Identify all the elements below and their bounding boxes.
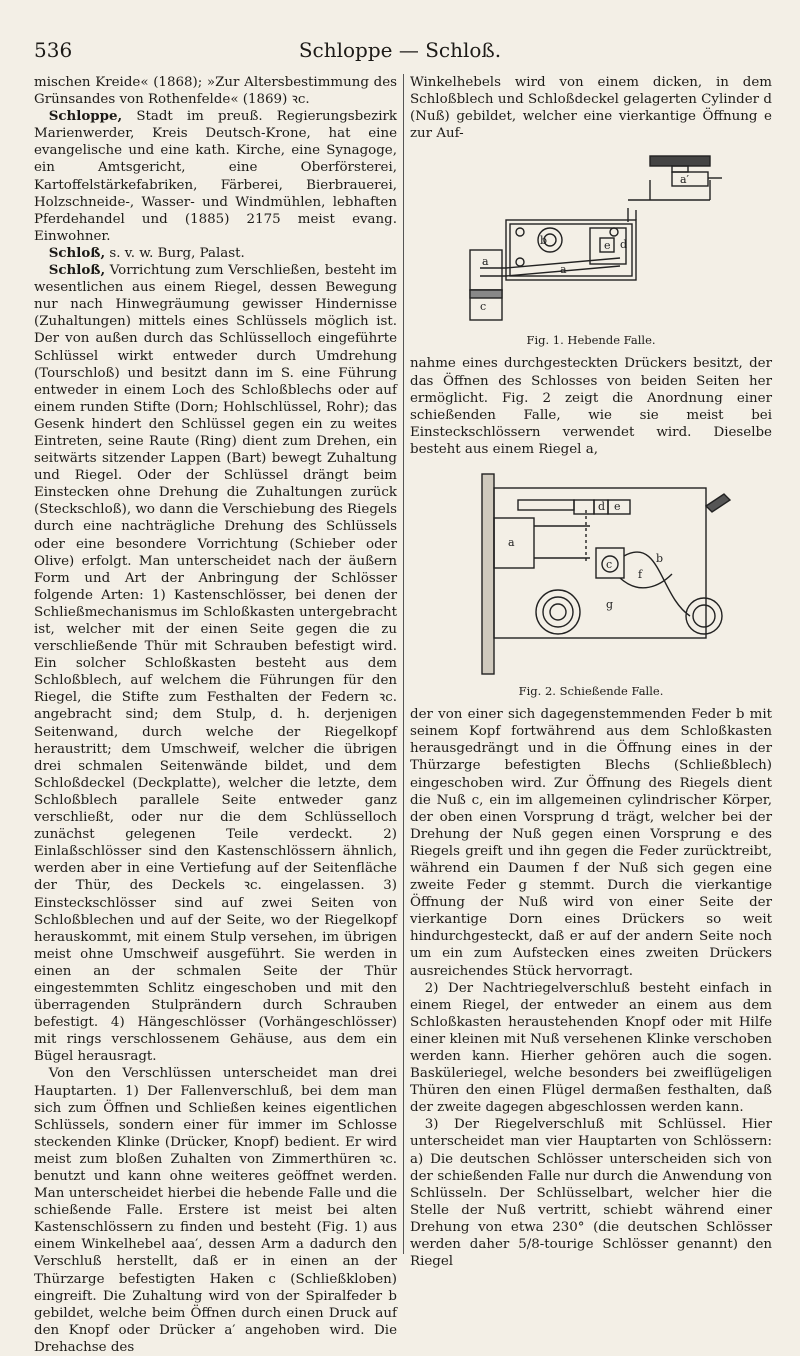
- figure-1-drawing: [410, 150, 772, 330]
- fig2-label: c: [606, 558, 613, 572]
- entry-headword: Schloß,: [48, 244, 106, 261]
- paragraph-riegelverschluss: 3) Der Riegelverschluß mit Schlüssel. Hier unterscheidet man vier Hauptarten von Schlössern: a) Die deutschen Schlösser unterscheiden sich von der schießenden Falle nur durch die Anwendung von Schlüsseln. Der Schlüsselbart, welcher hier die Stelle der Nuß vertritt, schiebt während einer Drehung von etwa 230° (die deutschen Schlösser werden daher 5/8-tourige Schlösser genannt) den Riegel: [410, 1117, 772, 1270]
- entry-headword: Schloß,: [48, 262, 106, 279]
- fig1-label: a′: [680, 173, 690, 187]
- figure-2-drawing: [410, 466, 772, 681]
- paragraph-continuation: mischen Kreide« (1868); »Zur Altersbestimmung des Grünsandes von Rothenfelde« (1869) ꝛc.: [34, 75, 397, 108]
- page-title: Schloppe — Schloß.: [298, 38, 502, 62]
- entry-schloss-1: [34, 245, 397, 262]
- paragraph-schiessende-falle: der von einer sich dagegenstemmenden Feder b mit seinem Kopf fortwährend aus dem Schloßkasten herausgedrängt und in die Öffnung eines in der Thürzarge befestigten Blechs (Schließblech) eingeschoben wird. Zur Öffnung des Riegels dient die Nuß c, ein im allgemeinen cylindrischer Körper, der oben einen Vorsprung d trägt, welcher bei der Drehung der Nuß gegen einen Vorsprung e des Riegels greift und ihn gegen die Feder zurücktreibt, während ein Daumen f der Nuß sich gegen eine zweite Feder g stemmt. Durch die vierkantige Öffnung der Nuß wird von einer Seite der vierkantige Dorn eines Drückers so weit hindurchgesteckt, daß er auf der andern Seite noch um ein zum Aufstecken eines zweiten Drückers ausreichendes Stück hervorragt.: [410, 707, 772, 979]
- entry-text: Stadt im preuß. Regierungsbezirk Marienwerder, Kreis Deutsch-Krone, hat eine evangelische und eine kath. Kirche, eine Synagoge, ein Amtsgericht, eine Oberförsterei, Kartoffelstärkefabriken, Färberei, Bierbrauerei, Holzschneide-, Wasser- und Windmühlen, lebhaften Pferdehandel und (1885) 2175 meist evang. Einwohner.: [34, 109, 397, 244]
- entry-headword: Schloppe,: [48, 108, 123, 125]
- column-divider: [403, 74, 404, 1254]
- fig2-label: e: [614, 500, 621, 514]
- entry-text: s. v. w. Burg, Palast.: [105, 245, 245, 261]
- running-header: [34, 38, 766, 66]
- paragraph-continuation: Winkelhebels wird von einem dicken, in dem Schloßblech und Schloßdeckel gelagerten Cylinder d (Nuß) gebildet, welcher eine vierkantige Öffnung e zur Auf-: [410, 75, 772, 142]
- fig2-label: d: [598, 500, 606, 514]
- right-column: [410, 74, 772, 1270]
- figure-1-caption: Fig. 1. Hebende Falle.: [526, 333, 656, 348]
- page-number: 536: [34, 38, 73, 62]
- entry-text: Vorrichtung zum Verschließen, besteht im wesentlichen aus einem Riegel, dessen Bewegung nur nach Hinwegräumung gewisser Hindernisse (Zuhaltungen) mittels eines Schlüssels möglich ist. Der von außen durch das Schlüsselloch eingeführte Schlüssel wirkt entweder durch Umdrehung (Tourschloß) und besitzt dann im S. eine Führung entweder in einem Loch des Schloßblechs oder auf einem runden Stifte (Dorn; Hohlschlüssel, Rohr); das Gesenk hindert den Schlüssel gegen ein zu weites Eintreten, seine Raute (Ring) dient zum Drehen, ein seitwärts sitzender Lappen (Bart) bewegt Zuhaltung und Riegel. Oder der Schlüssel drängt beim Einstecken ohne Drehung die Zuhaltungen zurück (Steckschloß), wo dann die Verschiebung des Riegels durch eine nachträgliche Drehung des Schlüssels oder eine besondere Vorrichtung (Schieber oder Olive) erfolgt. Man unterscheidet nach der äußern Form und Art der Anbringung der Schlösser folgende Arten: 1) Kastenschlösser, bei denen der Schließmechanismus im Schloßkasten untergebracht ist, welcher mit der einen Seite gegen die zu verschließende Thür mit Schrauben befestigt wird. Ein solcher Schloßkasten besteht aus dem Schloßblech, auf welchem die Führungen für den Riegel, die Stifte zum Festhalten der Federn ꝛc. angebracht sind; dem Stulp, d. h. derjenigen Seitenwand, durch welche der Riegelkopf heraustritt; dem Umschweif, welcher die übrigen drei schmalen Seitenwände bildet, und dem Schloßdeckel (Deckplatte), welcher die letzte, dem Schloßblech parallele Seite entweder ganz verschließt, oder nur die dem Schlüsselloch zunächst gelegenen Teile verdeckt. 2) Einlaßschlösser sind den Kastenschlössern ähnlich, werden aber in eine Vertiefung auf der Seitenfläche der Thür, des Deckels ꝛc. eingelassen. 3) Einsteckschlösser sind auf zwei Seiten von Schloßblechen und auf der Seite, wo der Riegelkopf herauskommt, mit einem Stulp versehen, im übrigen meist ohne Umschweif ausgeführt. Sie werden in einen an der schmalen Seite der Thür eingestemmten Schlitz eingeschoben und mit den überragenden Stulprändern durch Schrauben befestigt. 4) Hängeschlösser (Vorhängeschlösser) mit rings verschlossenem Gehäuse, aus dem ein Bügel herausragt.: [34, 263, 397, 1065]
- figure-1: [410, 150, 772, 349]
- paragraph-verschluesse: Von den Verschlüssen unterscheidet man drei Hauptarten. 1) Der Fallenverschluß, bei dem man sich zum Öffnen und Schließen keines eigentlichen Schlüssels, sondern einer für immer im Schlosse steckenden Klinke (Drücker, Knopf) bedient. Er wird meist zum bloßen Zuhalten von Zimmerthüren ꝛc. benutzt und kann ohne weiteres geöffnet werden. Man unterscheidet hierbei die hebende Falle und die schießende Falle. Erstere ist meist bei alten Kastenschlössern zu finden und besteht (Fig. 1) aus einem Winkelhebel aaa′, dessen Arm a dadurch den Verschluß herstellt, daß er in einen an der Thürzarge befestigten Haken c (Schließkloben) eingreift. Die Zuhaltung wird von der Spiralfeder b gebildet, welche beim Öffnen durch einen Druck auf den Knopf oder Drücker a′ angehoben wird. Die Drehachse des: [34, 1066, 397, 1355]
- fig1-label: d: [620, 238, 628, 252]
- fig1-label: a: [482, 255, 489, 269]
- entry-schloppe: [34, 108, 397, 245]
- fig1-label: e: [604, 239, 611, 253]
- fig1-label: c: [480, 300, 487, 314]
- left-column: [34, 74, 397, 1356]
- fig2-label: f: [638, 568, 643, 582]
- paragraph-nachtriegel: 2) Der Nachtriegelverschluß besteht einfach in einem Riegel, der entweder an einem aus dem Schloßkasten heraustehenden Knopf oder mit Hilfe einer kleinen mit Nuß versehenen Klinke verschoben werden kann. Hierher gehören auch die sogen. Basküleriegel, welche besonders bei zweiflügeligen Thüren den einen Flügel dermaßen festhalten, daß der zweite dagegen abgeschlossen werden kann.: [410, 980, 772, 1116]
- fig1-label: a: [560, 263, 567, 277]
- figure-2: [410, 466, 772, 700]
- fig2-label: g: [606, 598, 614, 612]
- paragraph-continuation: nahme eines durchgesteckten Drückers besitzt, der das Öffnen des Schlosses von beiden Seiten her ermöglicht. Fig. 2 zeigt die Anordnung einer schießenden Falle, wie sie meist bei Einsteckschlössern verwendet wird. Dieselbe besteht aus einem Riegel a,: [410, 356, 772, 457]
- fig1-label: b: [540, 234, 548, 248]
- fig2-label: b: [656, 552, 664, 566]
- entry-schloss-2: [34, 262, 397, 1065]
- figure-2-caption: Fig. 2. Schießende Falle.: [518, 684, 664, 699]
- fig2-label: a: [508, 536, 515, 550]
